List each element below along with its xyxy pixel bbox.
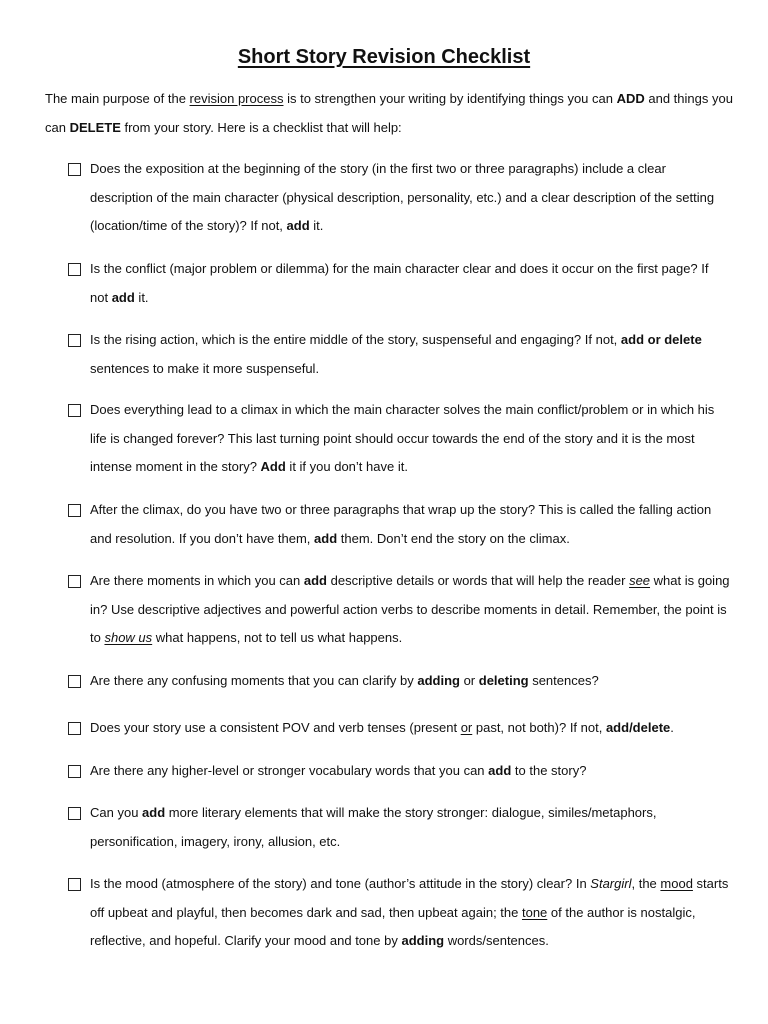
text-run: Can you <box>90 805 143 820</box>
text-run: starts off upbeat and playful, then becomes dark and sad, then upbeat again; the <box>90 876 729 920</box>
bold-text: add <box>303 573 328 588</box>
checkbox[interactable] <box>68 675 81 688</box>
text-run: Is the conflict (major problem or dilemma) for the main character clear and does it occur on the first page? If not <box>90 261 709 305</box>
bold-text: adding <box>401 933 445 948</box>
checkbox[interactable] <box>68 263 81 276</box>
text-run: more literary elements that will make the story stronger: dialogue, similes/metaphors, personification, imagery, irony, allusion, etc. <box>90 805 657 849</box>
text-run: of the author is nostalgic, reflective, and hopeful. Clarify your mood and tone by <box>90 904 696 948</box>
item-text <box>90 326 730 383</box>
checkbox[interactable] <box>68 163 81 176</box>
text-run: Are there any confusing moments that you can clarify by <box>90 673 418 688</box>
text-run: what happens, not to tell us what happens. <box>152 630 403 645</box>
bold-text: add or delete <box>620 332 702 347</box>
underlined-text: or <box>460 720 473 735</box>
text-run: Does everything lead to a climax in which the main character solves the main conflict/problem or in which his life is changed forever? This last turning point should occur towards the end of the story and it is the most intense moment in the story? <box>90 402 715 474</box>
item-text <box>90 255 730 312</box>
text-run: Are there moments in which you can <box>90 573 304 588</box>
intro-delete-bold: DELETE <box>69 120 121 135</box>
text-run: Does the exposition at the beginning of the story (in the first two or three paragraphs) include a clear description of the main character (physical description, personality, etc.) and a clear description of the setting (location/time of the story)? If not, <box>90 161 715 233</box>
checkbox[interactable] <box>68 807 81 820</box>
item-text <box>90 567 730 653</box>
bold-text: add <box>314 530 338 546</box>
checkbox[interactable] <box>68 504 81 517</box>
text-run: Is the rising action, which is the entire middle of the story, suspenseful and engaging? If not, <box>90 332 621 347</box>
text-run: sentences? <box>528 673 599 688</box>
intro-text: and things you can <box>45 91 733 135</box>
text-run: sentences to make it more suspenseful. <box>90 360 320 376</box>
bold-text: adding <box>417 673 460 688</box>
text-run: what is going in? Use descriptive adjectives and powerful action verbs to describe moments in detail. Remember, the point is to <box>90 573 730 645</box>
text-run: it if you don’t have it. <box>285 459 408 474</box>
text-run: or <box>459 673 479 688</box>
checkbox[interactable] <box>68 878 81 891</box>
text-run: descriptive details or words that will help the reader <box>327 573 630 588</box>
text-run: . <box>670 720 674 735</box>
item-text <box>90 714 730 743</box>
checkbox[interactable] <box>68 334 81 347</box>
intro-add-bold: ADD <box>616 91 645 106</box>
intro-text: is to strengthen your writing by identifying things you can <box>283 91 617 106</box>
revision-process-underlined: revision process <box>189 91 284 106</box>
text-run: Does your story use a consistent POV and verb tenses (present <box>90 720 461 735</box>
page-title: Short Story Revision Checklist <box>237 46 531 68</box>
item-text <box>90 799 730 856</box>
bold-text: add <box>111 289 135 305</box>
text-run: it. <box>134 289 149 305</box>
checkbox[interactable] <box>68 722 81 735</box>
underlined-text: tone <box>521 904 548 920</box>
intro-text: from your story. Here is a checklist that will help: <box>120 120 402 135</box>
italic-underlined-text: see <box>629 573 651 588</box>
bold-text: Add <box>260 459 286 474</box>
text-run: Are there any higher-level or stronger vocabulary words that you can <box>90 763 489 778</box>
bold-text: add <box>488 763 512 778</box>
bold-text: add <box>142 805 166 820</box>
bold-text: add <box>286 218 310 233</box>
text-run: it. <box>309 218 324 233</box>
item-text <box>90 496 730 553</box>
underlined-text: mood <box>660 876 693 891</box>
item-text <box>90 667 730 696</box>
text-run: to the story? <box>511 763 587 778</box>
text-run: them. Don’t end the story on the climax. <box>337 530 570 546</box>
item-text <box>90 757 730 786</box>
checkbox[interactable] <box>68 575 81 588</box>
italic-underlined-text: show us <box>104 630 153 645</box>
item-text <box>90 396 730 482</box>
italic-text: Stargirl <box>590 876 632 891</box>
text-run: words/sentences. <box>444 933 549 948</box>
text-run: past, not both)? If not, <box>472 720 606 735</box>
bold-text: add/delete <box>605 720 671 735</box>
bold-text: deleting <box>478 673 529 688</box>
text-run: Is the mood (atmosphere of the story) and tone (author’s attitude in the story) clear? In <box>90 876 591 891</box>
intro-text: The main purpose of the <box>45 91 190 106</box>
item-text <box>90 870 730 956</box>
checkbox[interactable] <box>68 404 81 417</box>
item-text <box>90 155 730 241</box>
text-run: After the climax, do you have two or three paragraphs that wrap up the story? This is called the falling action and resolution. If you don’t have them, <box>90 502 712 546</box>
text-run: , the <box>631 876 661 891</box>
intro-paragraph <box>45 84 735 142</box>
checkbox[interactable] <box>68 765 81 778</box>
